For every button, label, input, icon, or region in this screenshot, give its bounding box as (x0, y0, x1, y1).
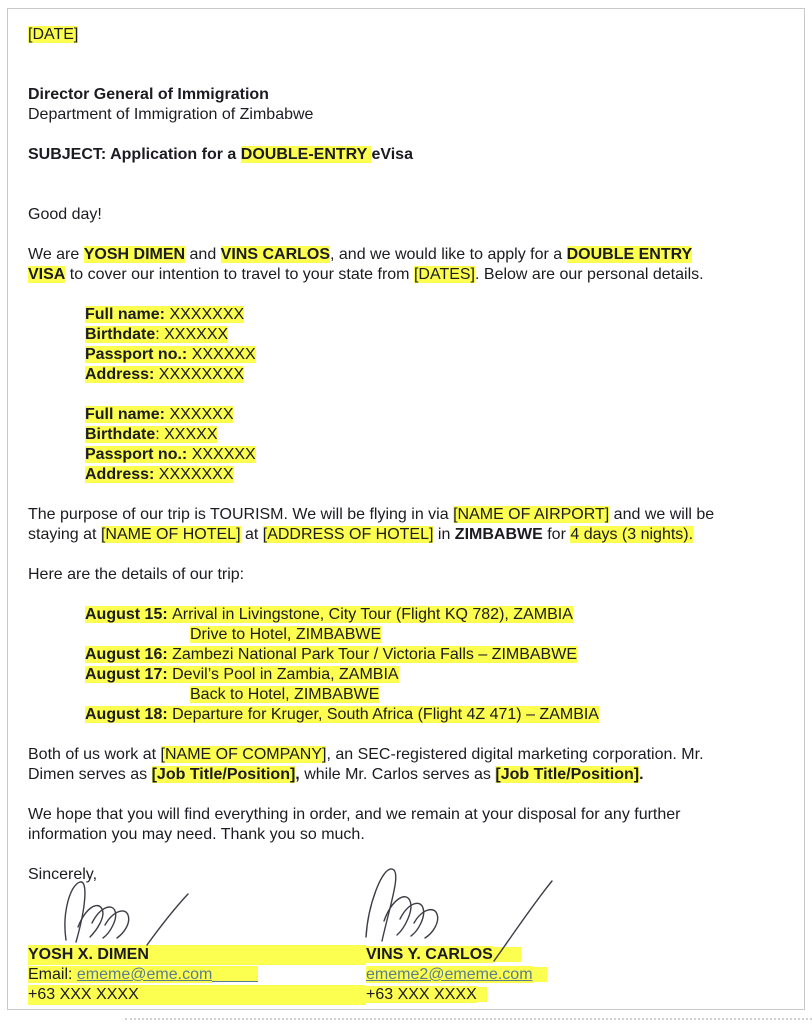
text-segment: XXXXXX (191, 346, 256, 363)
signature-right-cell (366, 985, 487, 1005)
text-segment: Dimen serves as (28, 766, 152, 783)
letter-line (28, 665, 796, 685)
text-segment: YOSH DIMEN (83, 246, 186, 263)
text-segment: at (240, 526, 263, 543)
text-segment: +63 XXX XXXX (366, 986, 477, 1003)
text-segment: while Mr. Carlos serves as (299, 766, 496, 783)
text-segment: Back to Hotel, ZIMBABWE (190, 686, 380, 703)
text-segment: August 15: (85, 606, 173, 623)
highlight-pad (477, 987, 487, 1002)
signature-left-cell (28, 985, 366, 1005)
text-segment: Department of Immigration of Zimbabwe (28, 106, 314, 123)
text-segment: Birthdate (85, 326, 156, 343)
text-segment: : XXXXX (155, 426, 218, 443)
text-segment: , and we would like to apply for a (330, 246, 567, 263)
letter-line (28, 565, 796, 585)
text-segment: , (295, 766, 300, 783)
letter-line (28, 105, 796, 125)
text-segment: Both of us work at (28, 746, 161, 763)
text-segment: August 18: (85, 706, 173, 723)
letter-line (28, 185, 796, 205)
text-segment: Director General of Immigration (28, 86, 269, 103)
text-segment: 4 days (3 nights). (570, 526, 694, 543)
letter-line (28, 505, 796, 525)
text-segment: We are (28, 246, 84, 263)
text-segment: Passport no.: (85, 346, 192, 363)
text-segment: eVisa (371, 146, 413, 163)
text-segment: Birthdate (85, 426, 156, 443)
text-segment: Email: (28, 966, 77, 983)
letter-line (28, 825, 796, 845)
text-segment: [DATE] (28, 26, 79, 43)
text-segment: . Below are our personal details. (475, 266, 704, 283)
text-segment: Full name: (85, 406, 170, 423)
letter-line (28, 405, 796, 425)
signature-email-row (28, 965, 796, 985)
letter-line (28, 25, 796, 45)
letter-line (28, 265, 796, 285)
letter-line (28, 425, 796, 445)
text-segment: Departure for Kruger, South Africa (Flight 4Z 471) – ZAMBIA (172, 706, 599, 723)
letter-line (28, 625, 796, 645)
text-segment: VINS CARLOS (220, 246, 331, 263)
letter-line (28, 245, 796, 265)
text-segment: Address: (85, 466, 159, 483)
letter-line (28, 885, 796, 905)
letter-line (28, 125, 796, 145)
text-segment: VISA (28, 266, 66, 283)
text-segment: . (639, 766, 644, 783)
letter-line (28, 345, 796, 365)
letter-line (28, 805, 796, 825)
text-segment: Passport no.: (85, 446, 192, 463)
text-segment: [NAME OF AIRPORT] (453, 506, 610, 523)
text-segment: August 17: (85, 666, 173, 683)
text-segment: [DATES] (413, 266, 475, 283)
letter-line (28, 65, 796, 85)
text-segment: [Job Title/Position] (151, 766, 296, 783)
text-segment: +63 XXX XXXX (28, 986, 139, 1003)
text-segment: , an SEC-registered digital marketing corporation. Mr. (326, 746, 704, 763)
text-segment: DOUBLE-ENTRY (240, 146, 372, 163)
text-segment: [NAME OF COMPANY] (160, 746, 327, 763)
text-segment: Full name: (85, 306, 170, 323)
letter-line (28, 905, 796, 925)
letter-line (28, 545, 796, 565)
letter-line (28, 705, 796, 725)
letter-line (28, 725, 796, 745)
text-segment: Good day! (28, 206, 102, 223)
letter-line (28, 745, 796, 765)
text-segment: Zambezi National Park Tour / Victoria Falls – ZIMBABWE (172, 646, 577, 663)
page-break-dotted-line (125, 1018, 812, 1020)
letter-line (28, 145, 796, 165)
letter-line (28, 765, 796, 785)
text-segment: SUBJECT: Application for a (28, 146, 241, 163)
text-segment: Here are the details of our trip: (28, 566, 245, 583)
letter-line (28, 85, 796, 105)
letter-line (28, 645, 796, 665)
signature-left-cell (28, 945, 366, 965)
letter-line (28, 585, 796, 605)
text-segment: [NAME OF HOTEL] (100, 526, 241, 543)
text-segment: XXXXXX (191, 446, 256, 463)
letter-line (28, 605, 796, 625)
highlight-pad (493, 947, 521, 962)
signature-left-cell (28, 965, 366, 985)
text-segment: for (542, 526, 571, 543)
text-segment: in (433, 526, 455, 543)
text-segment: August 16: (85, 646, 173, 663)
text-segment: to cover our intention to travel to your state from (65, 266, 414, 283)
letter-line (28, 925, 796, 945)
text-segment: XXXXXXX (158, 466, 234, 483)
text-segment: We hope that you will find everything in order, and we remain at your disposal for any further (28, 806, 681, 823)
letter-line (28, 205, 796, 225)
text-segment: XXXXXX (169, 406, 234, 423)
text-segment: DOUBLE ENTRY (566, 246, 693, 263)
text-segment: VINS Y. CARLOS (366, 946, 493, 963)
text-segment: [Job Title/Position] (495, 766, 640, 783)
letter-line (28, 365, 796, 385)
text-segment: staying at (28, 526, 101, 543)
text-segment: Arrival in Livingstone, City Tour (Flight KQ 782), ZAMBIA (172, 606, 573, 623)
letter-line (28, 845, 796, 865)
highlight-pad (212, 966, 258, 982)
letter-line (28, 225, 796, 245)
letter-line (28, 865, 796, 885)
letter-line (28, 165, 796, 185)
text-segment: XXXXXXXX (158, 366, 245, 383)
document-page (7, 8, 805, 1010)
text-segment: XXXXXXX (169, 306, 245, 323)
text-segment: The purpose of our trip is TOURISM. We will be flying in via (28, 506, 454, 523)
email-link-yosh[interactable]: ememe@eme.com (76, 966, 213, 983)
text-segment: and we will be (609, 506, 715, 523)
letter-line (28, 785, 796, 805)
text-segment: YOSH X. DIMEN (28, 946, 149, 963)
signature-phone-row (28, 985, 796, 1005)
text-segment: and (185, 246, 221, 263)
text-segment: [ADDRESS OF HOTEL] (262, 526, 434, 543)
email-link-vins[interactable]: ememe2@ememe.com (366, 966, 533, 983)
letter-line (28, 445, 796, 465)
letter-line (28, 485, 796, 505)
letter-line (28, 285, 796, 305)
text-segment: Address: (85, 366, 159, 383)
text-segment: information you may need. Thank you so much. (28, 826, 365, 843)
letter-line (28, 325, 796, 345)
text-segment: ZIMBABWE (454, 526, 543, 543)
letter-line (28, 465, 796, 485)
text-segment: Drive to Hotel, ZIMBABWE (190, 626, 382, 643)
text-segment: Devil’s Pool in Zambia, ZAMBIA (172, 666, 399, 683)
signature-right-cell (366, 965, 547, 985)
signature-right-cell (366, 945, 521, 965)
letter-line (28, 685, 796, 705)
letter-body (28, 25, 796, 1005)
letter-line (28, 525, 796, 545)
text-segment: : XXXXXX (155, 326, 229, 343)
letter-line (28, 305, 796, 325)
signature-name-row (28, 945, 796, 965)
letter-line (28, 385, 796, 405)
text-segment: Sincerely, (28, 866, 98, 883)
highlight-pad (533, 967, 547, 982)
letter-line (28, 45, 796, 65)
